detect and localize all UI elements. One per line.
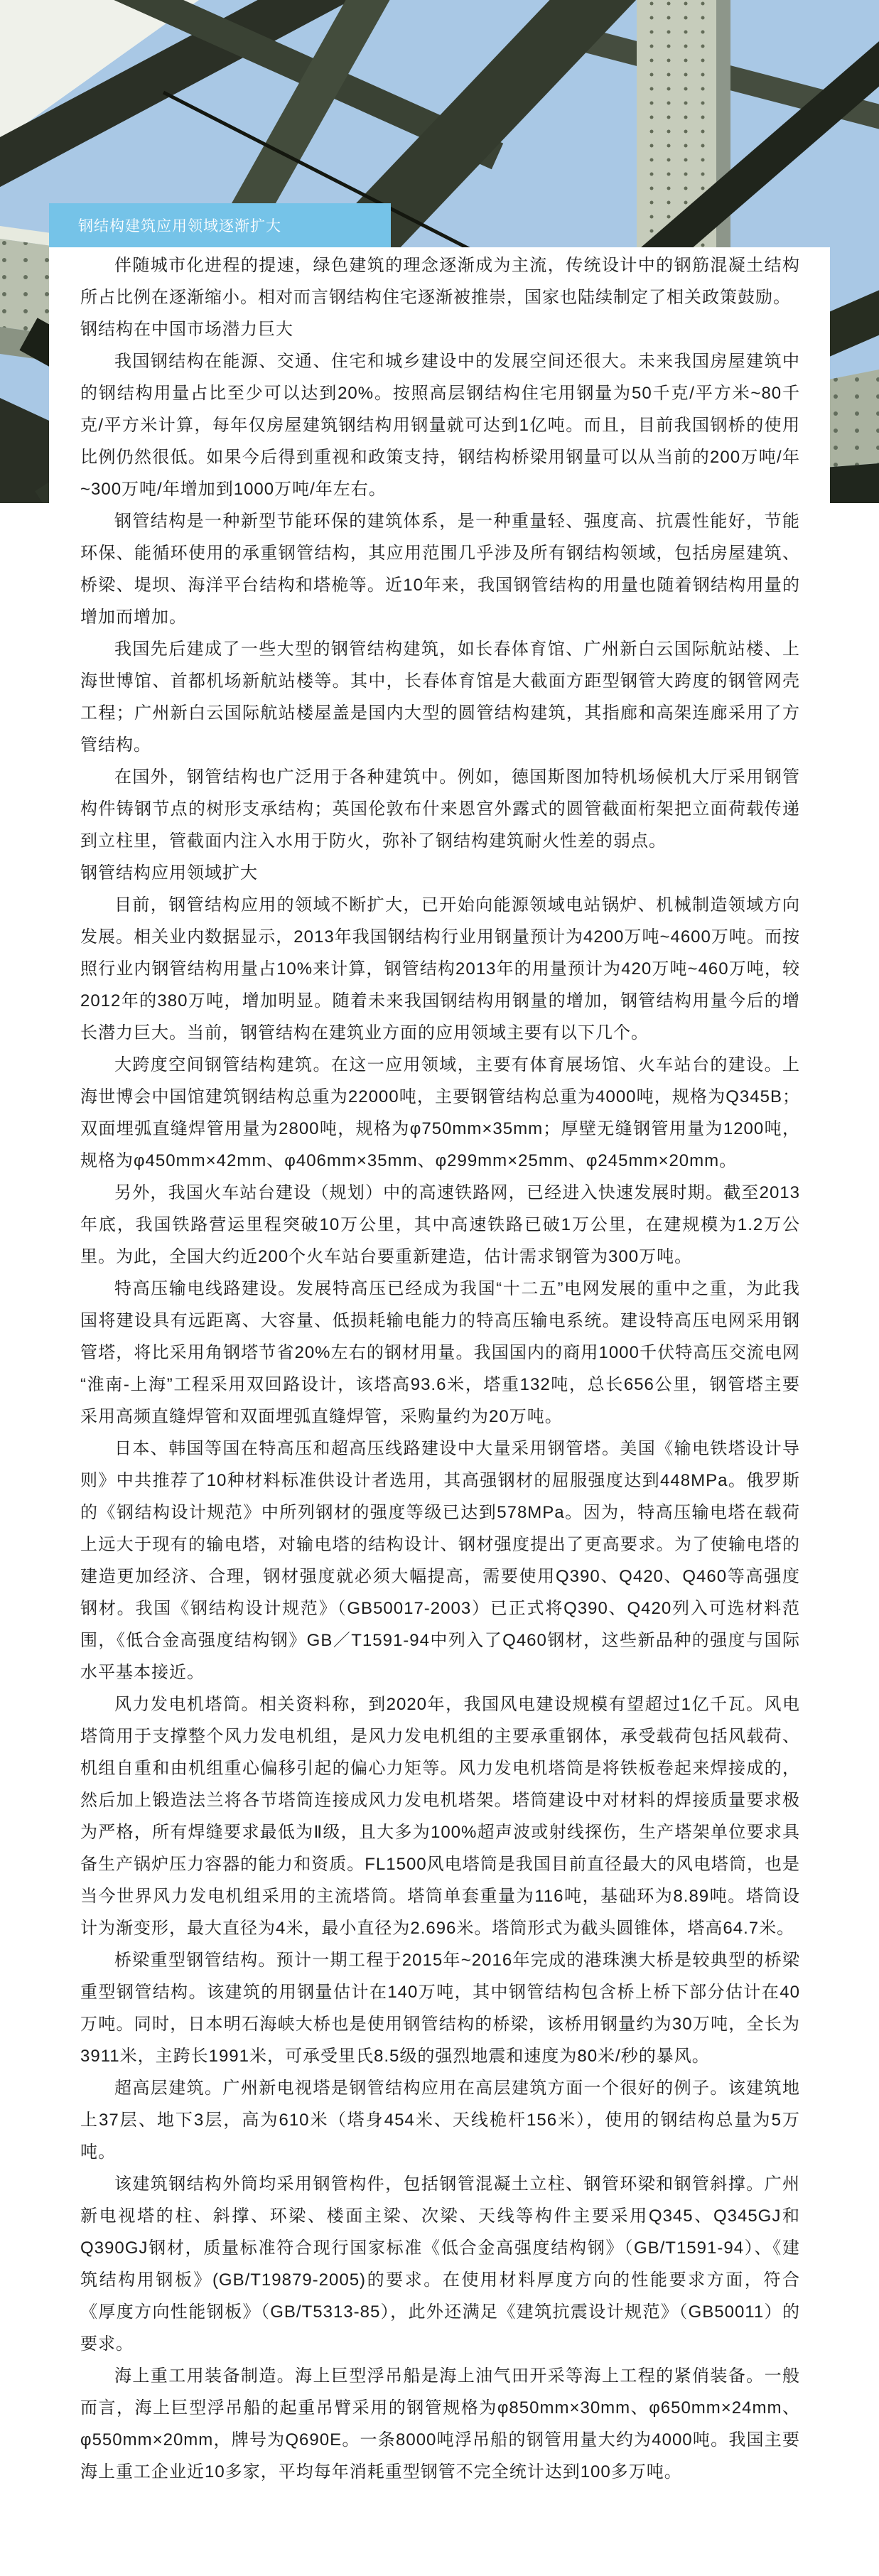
paragraph: 我国先后建成了一些大型的钢管结构建筑，如长春体育馆、广州新白云国际航站楼、上海世博馆、首都机场新航站楼等。其中，长春体育馆是大截面方距型钢管大跨度的钢管网壳工程；广州新白云国际航站楼屋盖是国内大型的圆管结构建筑，其指廊和高架连廊采用了方管结构。 bbox=[80, 640, 800, 755]
paragraph: 目前，钢管结构应用的领域不断扩大，已开始向能源领域电站锅炉、机械制造领域方向发展。相关业内数据显示，2013年我国钢结构行业用钢量预计为4200万吨~4600万吨。而按照行业内钢管结构用量占10%来计算，钢管结构2013年的用量预计为420万吨~460万吨，较2012年的380万吨，增加明显。随着未来我国钢结构用钢量的增加，钢管结构用量今后的增长潜力巨大。当前，钢管结构在建筑业方面的应用领域主要有以下几个。 bbox=[80, 895, 800, 1042]
section-heading: 钢管结构应用领域扩大 bbox=[80, 863, 258, 883]
article-title-bar bbox=[49, 203, 391, 247]
paragraph: 该建筑钢结构外筒均采用钢管构件，包括钢管混凝土立柱、钢管环梁和钢管斜撑。广州新电视塔的柱、斜撑、环梁、楼面主梁、次梁、天线等构件主要采用Q345、Q345GJ和Q390GJ钢材，质量标准符合现行国家标准《低合金高强度结构钢》（GB/T1591-94）、《建筑结构用钢板》(GB/T19879-2005)的要求。在使用材料厚度方向的性能要求方面，符合《厚度方向性能钢板》（GB/T5313-85），此外还满足《建筑抗震设计规范》（GB50011）的要求。 bbox=[80, 2174, 800, 2354]
section-heading: 钢结构在中国市场潜力巨大 bbox=[80, 320, 293, 339]
paragraph: 特高压输电线路建设。发展特高压已经成为我国“十二五”电网发展的重中之重，为此我国将建设具有远距离、大容量、低损耗输电能力的特高压输电系统。建设特高压电网采用钢管塔，将比采用角钢塔节省20%左右的钢材用量。我国国内的商用1000千伏特高压交流电网“淮南-上海”工程采用双回路设计，该塔高93.6米，塔重132吨，总长656公里，钢管塔主要采用高频直缝焊管和双面埋弧直缝焊管，采购量约为20万吨。 bbox=[80, 1279, 800, 1426]
paragraph: 大跨度空间钢管结构建筑。在这一应用领域，主要有体育展场馆、火车站台的建设。上海世博会中国馆建筑钢结构总重为22000吨，主要钢管结构总重为4000吨，规格为Q345B；双面埋弧直缝焊管用量为2800吨，规格为φ750mm×35mm；厚壁无缝钢管用量为1200吨，规格为φ450mm×42mm、φ406mm×35mm、φ299mm×25mm、φ245mm×20mm。 bbox=[80, 1055, 800, 1170]
paragraph: 钢管结构是一种新型节能环保的建筑体系，是一种重量轻、强度高、抗震性能好，节能环保、能循环使用的承重钢管结构，其应用范围几乎涉及所有钢结构领域，包括房屋建筑、桥梁、堤坝、海洋平台结构和塔桅等。近10年来，我国钢管结构的用量也随着钢结构用量的增加而增加。 bbox=[80, 512, 800, 627]
paragraph: 桥梁重型钢管结构。预计一期工程于2015年~2016年完成的港珠澳大桥是较典型的桥梁重型钢管结构。该建筑的用钢量估计在140万吨，其中钢管结构包含桥上桥下部分估计在40万吨。同时，日本明石海峡大桥也是使用钢管结构的桥梁，该桥用钢量约为30万吨，全长为3911米，主跨长1991米，可承受里氏8.5级的强烈地震和速度为80米/秒的暴风。 bbox=[80, 1951, 800, 2066]
paragraph: 伴随城市化进程的提速，绿色建筑的理念逐渐成为主流，传统设计中的钢筋混凝土结构所占比例在逐渐缩小。相对而言钢结构住宅逐渐被推崇，国家也陆续制定了相关政策鼓励。 bbox=[80, 256, 800, 307]
paragraph: 在国外，钢管结构也广泛用于各种建筑中。例如，德国斯图加特机场候机大厅采用钢管构件铸钢节点的树形支承结构；英国伦敦布什来恩宫外露式的圆管截面桁架把立面荷载传递到立柱里，管截面内注入水用于防火，弥补了钢结构建筑耐火性差的弱点。 bbox=[80, 767, 800, 851]
article-body bbox=[49, 247, 830, 2576]
page-title: 钢结构建筑应用领域逐渐扩大 bbox=[78, 218, 281, 235]
paragraph: 超高层建筑。广州新电视塔是钢管结构应用在高层建筑方面一个很好的例子。该建筑地上37层、地下3层，高为610米（塔身454米、天线桅杆156米），使用的钢结构总量为5万吨。 bbox=[80, 2079, 800, 2162]
paragraph: 另外，我国火车站台建设（规划）中的高速铁路网，已经进入快速发展时期。截至2013年底，我国铁路营运里程突破10万公里，其中高速铁路已破1万公里，在建规模为1.2万公里。为此，全国大约近200个火车站台要重新建造，估计需求钢管为300万吨。 bbox=[80, 1183, 800, 1266]
paragraph: 我国钢结构在能源、交通、住宅和城乡建设中的发展空间还很大。未来我国房屋建筑中的钢结构用量占比至少可以达到20%。按照高层钢结构住宅用钢量为50千克/平方米~80千克/平方米计算，每年仅房屋建筑钢结构用钢量就可达到1亿吨。而且，目前我国钢桥的使用比例仍然很低。如果今后得到重视和政策支持，钢结构桥梁用钢量可以从当前的200万吨/年~300万吨/年增加到1000万吨/年左右。 bbox=[80, 352, 800, 499]
paragraph: 风力发电机塔筒。相关资料称，到2020年，我国风电建设规模有望超过1亿千瓦。风电塔筒用于支撑整个风力发电机组，是风力发电机组的主要承重钢体，承受载荷包括风载荷、机组自重和由机组重心偏移引起的偏心力矩等。风力发电机塔筒是将铁板卷起来焊接成的，然后加上锻造法兰将各节塔筒连接成风力发电机塔架。塔筒建设中对材料的焊接质量要求极为严格，所有焊缝要求最低为Ⅱ级，且大多为100%超声波或射线探伤，生产塔架单位要求具备生产锅炉压力容器的能力和资质。FL1500风电塔筒是我国目前直径最大的风电塔筒，也是当今世界风力发电机组采用的主流塔筒。塔筒单套重量为116吨，基础环为8.89吨。塔筒设计为渐变形，最大直径为4米，最小直径为2.696米。塔筒形式为截头圆锥体，塔高64.7米。 bbox=[80, 1695, 800, 1938]
paragraph: 日本、韩国等国在特高压和超高压线路建设中大量采用钢管塔。美国《输电铁塔设计导则》中共推荐了10种材料标准供设计者选用，其高强钢材的屈服强度达到448MPa。俄罗斯的《钢结构设计规范》中所列钢材的强度等级已达到578MPa。因为，特高压输电塔在载荷上远大于现有的输电塔，对输电塔的结构设计、钢材强度提出了更高要求。为了使输电塔的建造更加经济、合理，钢材强度就必须大幅提高，需要使用Q390、Q420、Q460等高强度钢材。我国《钢结构设计规范》（GB50017-2003）已正式将Q390、Q420列入可选材料范围，《低合金高强度结构钢》GB／T1591-94中列入了Q460钢材，这些新品种的强度与国际水平基本接近。 bbox=[80, 1439, 800, 1682]
paragraph: 海上重工用装备制造。海上巨型浮吊船是海上油气田开采等海上工程的紧俏装备。一般而言，海上巨型浮吊船的起重吊臂采用的钢管规格为φ850mm×30mm、φ650mm×24mm、φ550mm×20mm，牌号为Q690E。一条8000吨浮吊船的钢管用量大约为4000吨。我国主要海上重工企业近10多家，平均每年消耗重型钢管不完全统计达到100多万吨。 bbox=[80, 2366, 800, 2481]
